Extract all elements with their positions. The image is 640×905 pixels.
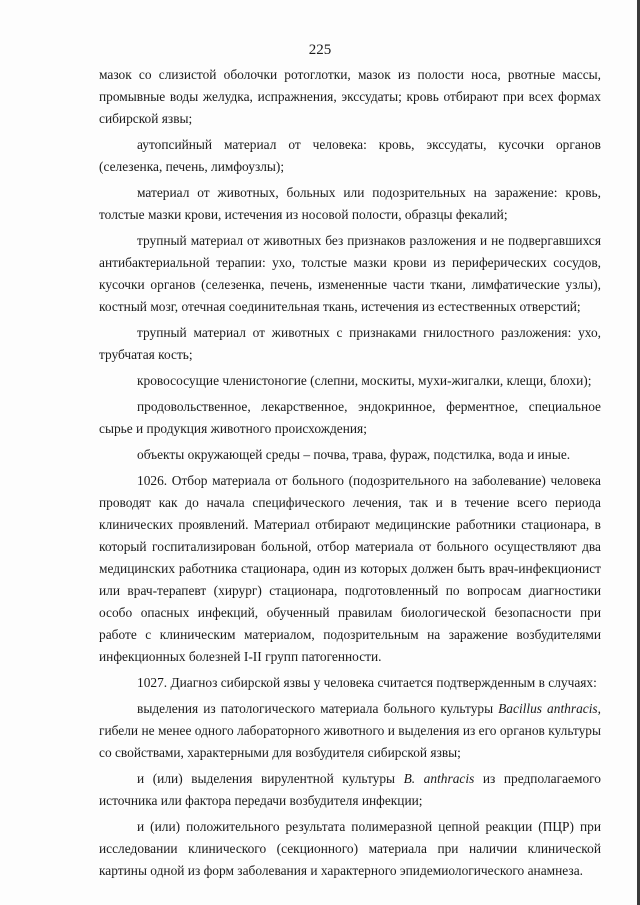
virulent-text-after: из предполагаемого источника или фактора передачи возбудителя инфекции; [99, 771, 601, 808]
document-body [99, 64, 601, 886]
paragraph-pcr-result: и (или) положительного результата полимеразной цепной реакции (ПЦР) при исследовании клинического (секционного) материала при наличии клинической картины одной из форм заболевания и характерного эпидемиологического анамнеза. [99, 819, 601, 878]
virulent-text-before: и (или) выделения вирулентной культуры [137, 771, 404, 786]
page-number: 225 [308, 42, 332, 58]
paragraph-1027: 1027. Диагноз сибирской язвы у человека считается подтвержденным в случаях: [137, 675, 597, 690]
culture-species-name: Bacillus anthracis [498, 701, 598, 716]
paragraph-animal-material: материал от животных, больных или подозрительных на заражение: кровь, толстые мазки крови, истечения из носовой полости, образцы фекалий; [99, 185, 601, 222]
paragraph-putrefied-material: трупный материал от животных с признаками гнилостного разложения: ухо, трубчатая кость; [99, 325, 601, 362]
paragraph-specimen-list: мазок со слизистой оболочки ротоглотки, мазок из полости носа, рвотные массы, промывные воды желудка, испражнения, экссудаты; кровь отбирают при всех формах сибирской язвы; [99, 67, 601, 126]
paragraph-arthropods: кровососущие членистоногие (слепни, москиты, мухи-жигалки, клещи, блохи); [137, 373, 592, 388]
paragraph-environment: объекты окружающей среды – почва, трава, фураж, подстилка, вода и иные. [137, 447, 571, 462]
paragraph-carcass-material: трупный материал от животных без признаков разложения и не подвергавшихся антибактериальной терапии: ухо, толстые мазки крови из периферических сосудов, кусочки органов (селезенка, печень, измененные части ткани, лимфатические узлы), костный мозг, отечная соединительная ткань, истечения из естественных отверстий; [99, 233, 601, 314]
paragraph-virulent-culture [99, 768, 601, 812]
paragraph-raw-materials: продовольственное, лекарственное, эндокринное, ферментное, специальное сырье и продукция животного происхождения; [99, 399, 601, 436]
paragraph-culture-isolation [99, 698, 601, 764]
culture-text-after: , гибели не менее одного лабораторного животного и выделения из его органов культуры со свойствами, характерными для возбудителя сибирской язвы; [99, 701, 601, 760]
paragraph-autopsy-material: аутопсийный материал от человека: кровь, экссудаты, кусочки органов (селезенка, печень, лимфоузлы); [99, 137, 601, 174]
culture-text-before: выделения из патологического материала больного культуры [137, 701, 499, 716]
paragraph-1026: 1026. Отбор материала от больного (подозрительного на заболевание) человека проводят как до начала специфического лечения, так и в течение всего периода клинических проявлений. Материал отбирают медицинские работники стационара, в который госпитализирован больной, отбор материала от больного осуществляют два медицинских работника стационара, один из которых должен быть врач-инфекционист или врач-терапевт (хирург) стационара, подготовленный по вопросам диагностики особо опасных инфекций, обученный правилам биологической безопасности при работе с клиническим материалом, подозрительным на заражение возбудителями инфекционных болезней I-II групп патогенности. [99, 473, 601, 664]
virulent-species-name: B. anthracis [403, 771, 475, 786]
